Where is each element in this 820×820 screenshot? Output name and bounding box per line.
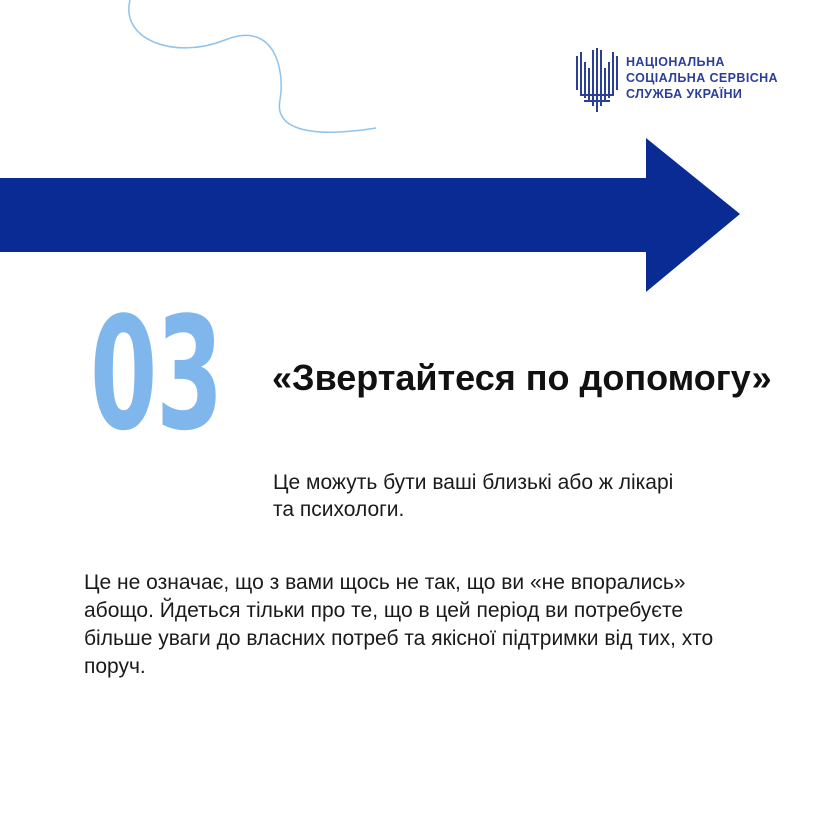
step-number: 03 [90, 283, 223, 465]
logo [574, 48, 778, 114]
logo-line: СЛУЖБА УКРАЇНИ [626, 87, 743, 101]
decorative-curve [0, 0, 400, 160]
body-text: Це не означає, що з вами щось не так, що ви «не впорались» абощо. Йдеться тільки про те, що в цей період ви потребуєте більше уваги до власних потреб та якісної підтримки від тих, хто поруч. [84, 571, 714, 678]
subtitle: Це можуть бути ваші близькі або ж лікарі та психологи. [273, 471, 674, 521]
logo-line: СОЦІАЛЬНА СЕРВІСНА [626, 71, 778, 85]
heading: «Звертайтеся по допомогу» [272, 357, 772, 398]
logo-line: НАЦІОНАЛЬНА [626, 55, 725, 69]
arrow-banner [0, 138, 745, 294]
logo-text [626, 54, 778, 102]
trident-emblem-icon [574, 48, 618, 114]
